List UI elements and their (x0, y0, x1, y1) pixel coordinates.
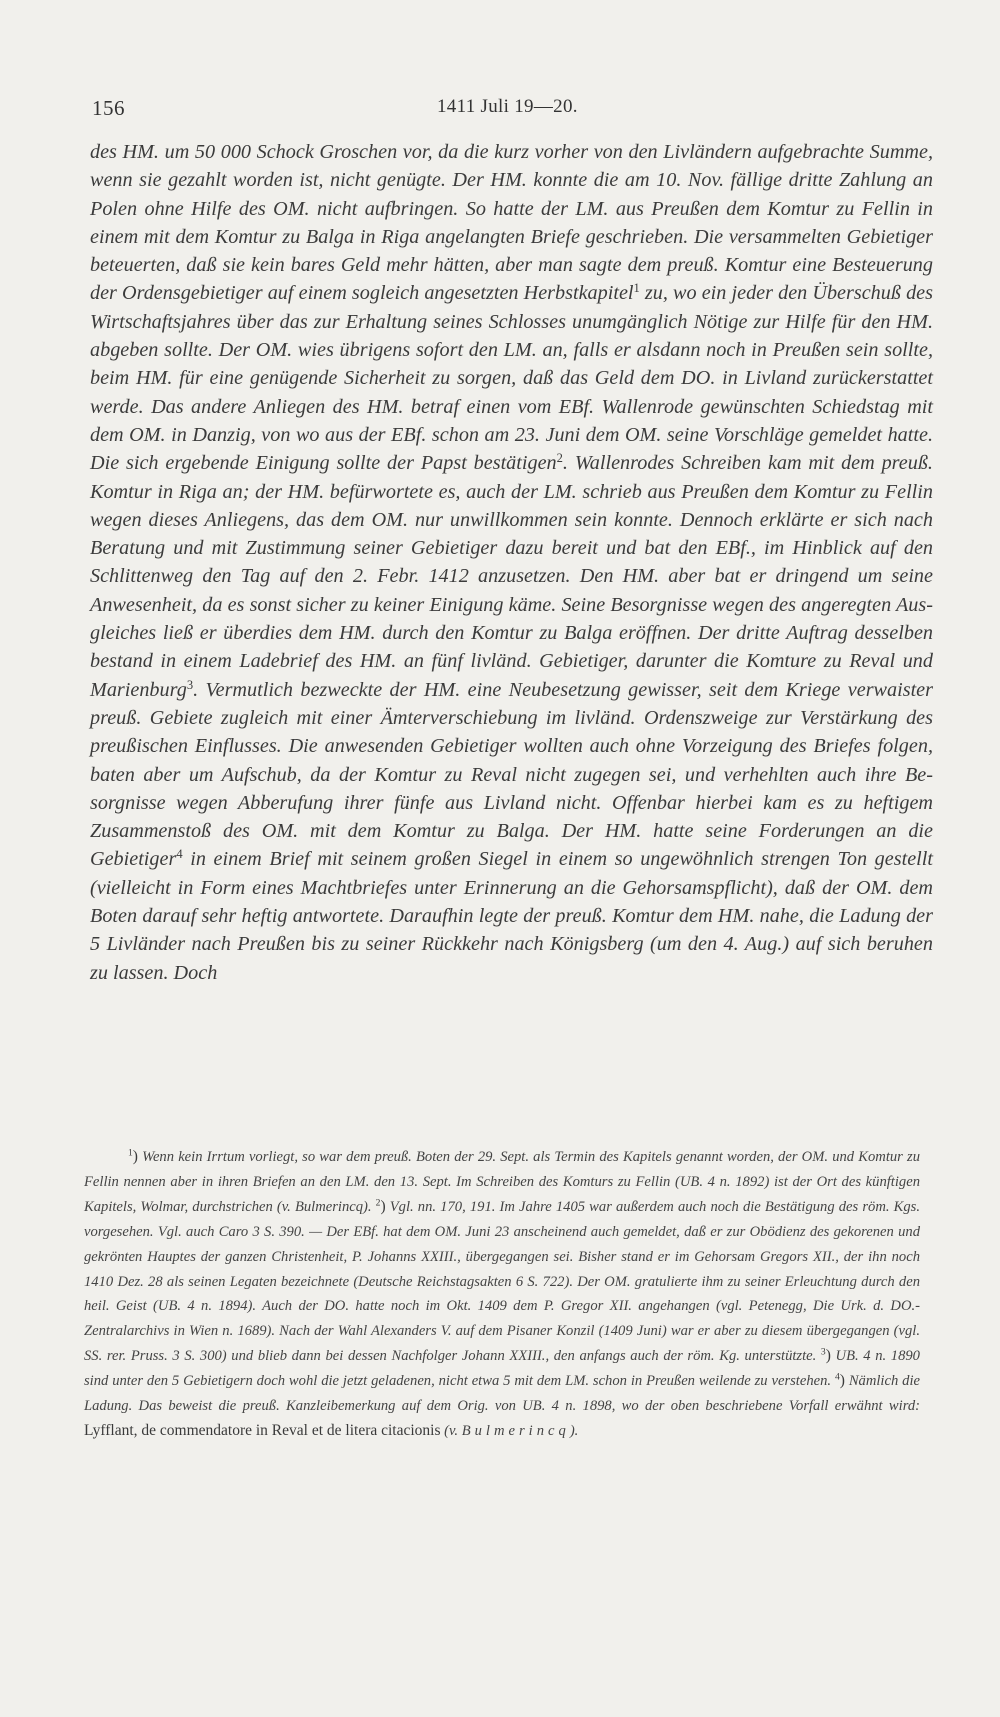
footnote-block (84, 1145, 920, 1444)
running-head: 1411 Juli 19—20. (437, 96, 578, 117)
page-header (92, 96, 932, 126)
text-segment: . Wallenrodes Schreiben kam mit dem preuß. Komtur in Riga an; der HM. befürwortete es, auch der LM. schrieb aus Preußen dem Komtur zu Fellin wegen dieses Anliegens, das dem OM. nur unwillkommen sein konnte. Dennoch erklärte er sich nach Beratung und mit Zustimmung seiner Gebietiger dazu bereit und bat den EBf., im Hinblick auf den Schlittenweg den Tag auf den 2. Febr. 1412 anzusetzen. Den HM. aber bat er dringend um seine Anwesenheit, da es sonst sicher zu keiner Einigung käme. Seine Besorgnisse wegen des angeregten Ausgleiches ließ er überdies dem HM. durch den Komtur zu Balga eröffnen. Der dritte Auftrag desselben bestand in einem Ladebrief des HM. an fünf livländ. Gebietiger, darunter die Komture zu Reval und Marienburg (90, 452, 933, 701)
footnote-marker-number: 1 (128, 1147, 133, 1159)
latin-quote: Lyfflant, de commendatore in Reval et de litera citacionis (84, 1421, 441, 1439)
source-name: Bulmerincq (461, 1422, 570, 1439)
footnote-text: UB. 4 n. 1890 sind unter den 5 Gebietigern doch wohl die jetzt geladenen, nicht etwa 5 mit dem LM. schon in Preußen weilende zu verstehen. (84, 1348, 920, 1390)
footnotes (84, 1145, 920, 1444)
footnote-marker: $^3$) (820, 1346, 831, 1365)
footnote-marker: $^1$) (128, 1147, 138, 1165)
footnote-marker-number: 4 (834, 1371, 840, 1383)
footnote-marker: $^4$) (834, 1371, 845, 1390)
text-segment: des HM. um 50 000 Schock Groschen vor, da die kurz vorher von den Livländern aufgebrachte Summe, wenn sie gezahlt worden ist, nicht genügte. Der HM. konnte die am 10. Nov. fällige dritte Zahlung an Polen ohne Hilfe des OM. nicht aufbringen. So hatte der LM. aus Preußen dem Komtur zu Fellin in einem mit dem Komtur zu Balga in Riga angelangten Briefe geschrieben. Die versammelten Gebietiger beteuerten, daß sie kein bares Geld mehr hätten, aber man sagte dem preuß. Komtur eine Besteuerung der Ordensgebietiger auf einem sogleich angesetzten Herbstkapitel (90, 141, 933, 305)
source-open: (v. (440, 1422, 462, 1439)
footnote-marker-number: 2 (375, 1197, 381, 1209)
text-segment: in einem Brief mit seinem großen Siegel in einem so ungewöhnlich strengen Ton gestellt (vielleicht in Form eines Machtbriefes unter Erinnerung an die Gehorsamspflicht), daß der OM. dem Boten darauf sehr heftig antwortete. Daraufhin legte der preuß. Komtur dem HM. nahe, die Ladung der 5 Livländer nach Preußen bis zu seiner Rückkehr nach Königsberg (um den 4. Aug.) auf sich beruhen zu lassen. Doch (90, 848, 933, 984)
footnote-ref: 3 (186, 677, 194, 692)
footnote-marker: $^2$) (375, 1197, 386, 1215)
footnote-ref: 2 (556, 451, 563, 466)
text-segment: zu, wo ein jeder den Überschuß des Wirtschaftsjahres über das zur Erhaltung seines Schlosses unumgänglich Nötige zur Hilfe für den HM. abgeben sollte. Der OM. wies übrigens sofort den LM. an, falls er alsdann noch in Preußen sein sollte, beim HM. für eine genügende Sicherheit zu sorgen, daß das Geld dem DO. in Livland zurückerstattet werde. Das andere Anliegen des HM. betraf einen vom EBf. Wallenrode gewünschten Schiedstag mit dem OM. in Danzig, von wo aus der EBf. schon am 23. Juni dem OM. seine Vorschläge gemeldet hatte. Die sich ergebende Einigung sollte der Papst bestätigen (90, 282, 933, 475)
footnote-text: Vgl. nn. 170, 191. Im Jahre 1405 war außerdem auch noch die Bestätigung des röm. Kgs. vorgesehen. Vgl. auch Caro 3 S. 390. — Der EBf. hat dem OM. Juni 23 anscheinend auch gemeldet, daß er zur Obödienz des gekorenen und gekrönten Hauptes der ganzen Christenheit, P. Johanns XXIII., übergegangen sei. Bisher stand er im Gehorsam Gregors XII., der ihn noch 1410 Dez. 28 als seinen Legaten bezeichnete (Deutsche Reichstagsakten 6 S. 722). Der OM. gratulierte ihm zu seiner Erleuchtung durch den heil. Geist (UB. 4 n. 1894). Auch der DO. hatte noch im Okt. 1409 dem P. Gregor XII. angehangen (vgl. Petenegg, Die Urk. d. DO.-Zentralarchivs in Wien n. 1689). Nach der Wahl Alexanders V. auf dem Pisaner Konzil (1409 Juni) war er aber zu diesem übergegangen (vgl. SS. rer. Pruss. 3 S. 300) und blieb dann bei dessen Nachfolger Johann XXIII., den anfangs auch der röm. Kg. unterstützte. (84, 1198, 920, 1365)
main-text (90, 138, 933, 987)
footnote-marker-number: 3 (820, 1346, 826, 1358)
text-segment: . Vermutlich bezweckte der HM. eine Neubesetzung gewisser, seit dem Kriege verwaister preuß. Gebiete zugleich mit einer Ämterverschiebung im livländ. Ordenszweige zur Verstärkung des preußischen Einflusses. Die anwesenden Gebietiger wollten auch ohne Vorzeigung des Briefes folgen, baten aber um Aufschub, da der Komtur zu Reval nicht zugegen sei, und verhehlten auch ihre Besorgnisse wegen Abberufung ihrer fünfe aus Livland nicht. Offenbar hierbei kam es zu heftigem Zusammenstoß des OM. mit dem Komtur zu Balga. Der HM. hatte seine Forderungen an die Gebietiger (90, 678, 933, 871)
main-paragraph (90, 138, 933, 987)
footnote-text: Wenn kein Irrtum vorliegt, so war dem preuß. Boten der 29. Sept. als Termin des Kapitels genannt worden, der OM. und Komtur zu Fellin nennen aber in ihren Briefen an den LM. den 13. Sept. Im Schreiben des Komturs zu Fellin (UB. 4 n. 1892) ist der Ort des künftigen Kapitels, Wolmar, durchstrichen (v. Bulmerincq). (84, 1149, 920, 1215)
page-number: 156 (92, 96, 125, 120)
footnote-ref: 1 (633, 281, 640, 296)
source-close: ). (569, 1422, 579, 1439)
footnote-ref: 4 (176, 847, 183, 862)
footnote-text: Nämlich die Ladung. Das beweist die preuß. Kanzleibemerkung auf dem Orig. von UB. 4 n. 1898, wo der oben beschriebene Vorfall erwähnt wird: (84, 1373, 920, 1415)
